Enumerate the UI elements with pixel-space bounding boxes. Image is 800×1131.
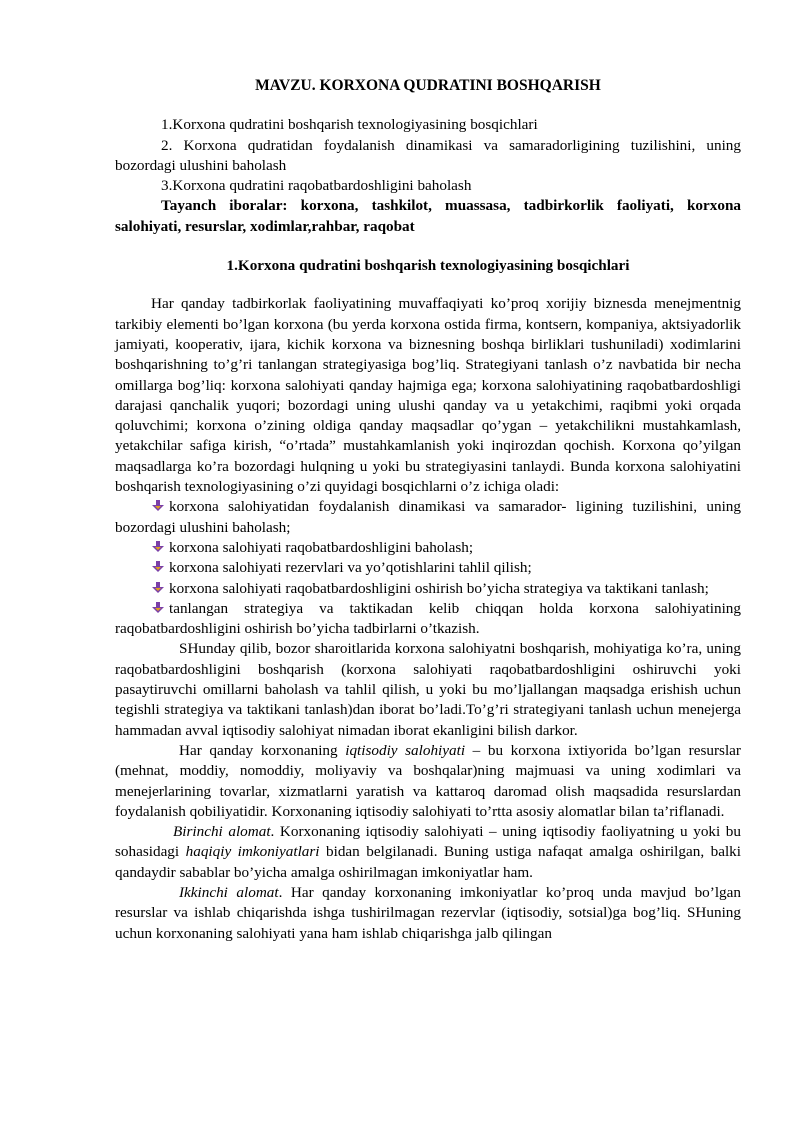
text-run: . Har qanday korxonaning imkoniyatlar ko’proq unda mavjud bo’lgan resurslar va ishlab chiqarishda ishga tushirilmagan rezervlar (iqtisodiy, sotsial)ga bog’liq. SHuning uchun korxonaning salohiyati yana ham ishlab chiqarishga jalb qilingan [115,883,741,942]
bullet-text: tanlangan strategiya va taktikadan kelib chiqqan holda korxona salohiyatining raqobatbardoshligini oshirish bo’yicha tadbirlarni o’tkazish. [115,599,741,638]
section-heading: 1.Korxona qudratini boshqarish texnologiyasining bosqichlari [226,257,630,275]
list-item [115,497,741,538]
text-run: Har qanday korxonaning [179,741,346,759]
emphasis-term: Ikkinchi alomat [179,883,279,901]
down-arrow-bullet-icon [151,498,165,510]
down-arrow-bullet-icon [151,559,165,571]
down-arrow-bullet-icon [151,600,165,612]
plan-item-3: 3.Korxona qudratini raqobatbardoshligini baholash [161,177,472,195]
emphasis-term: Birinchi alomat [173,823,271,841]
down-arrow-bullet-icon [151,539,165,551]
bullet-text: korxona salohiyati raqobatbardoshligini baholash; [169,538,474,556]
text-run: – bu korxona ixtiyorida bo’lgan resurslar (mehnat, moddiy, nomoddiy, moliyaviy va boshqalar)ning majmuasi va uning xodimlari va menejerlarining tovarlar, xizmatlarni yaratish va kattaroq daromad olish maqsadida resurslardan foydalanish qobiliyatidir. Korxonaning iqtisodiy salohiyati to’rtta asosiy alomatlar bilan ta’riflanadi. [115,741,741,820]
list-item [115,579,741,599]
emphasis-term: iqtisodiy salohiyati [345,741,466,759]
bullet-text: korxona salohiyati rezervlari va yo’qotishlarini tahlil qilish; [169,559,532,577]
document-title: MAVZU. KORXONA QUDRATINI BOSHQARISH [255,77,601,94]
plan-item-2: 2. Korxona qudratidan foydalanish dinamikasi va samaradorligining tuzilishini, uning bozordagi ulushini baholash [115,136,741,174]
text-run: . Korxonaning iqtisodiy salohiyati – uning iqtisodiy faoliyatning u yoki bu sohasidagi [115,823,741,861]
emphasis-term: haqiqiy imkoniyatlari [185,843,320,861]
body-paragraph-2: SHunday qilib, bozor sharoitlarida korxona salohiyatni boshqarish, mohiyatiga ko’ra, uning raqobatbardoshligini boshqarish (korxona salohiyati raqobatbardoshligini oshiruvchi yoki pasaytiruvchi omillarni baholash va tahlil qilish, u yoki bu mo’ljallangan maqsadga erishish uchun tegishli strategiya va taktikani tanlash)dan iborat bo’ladi.To’g’ri strategiyani tanlash uchun menejerga hammadan avval iqtisodiy salohiyat nimadan iborat ekanligini bilish darkor. [115,640,741,739]
list-item [115,599,741,640]
bullet-text: korxona salohiyatidan foydalanish dinamikasi va samarador- ligining tuzilishini, uning bozordagi ulushini baholash; [115,498,741,536]
document-page [115,76,741,944]
down-arrow-bullet-icon [151,580,165,592]
text-run: bidan belgilanadi. Buning ustiga nafaqat amalga oshirilgan, balki qandaydir sabablar bo’yicha amalga oshirilmagan imkoniyatlar ham. [115,843,741,881]
bullet-list [115,497,741,639]
list-item [115,538,741,558]
plan-item-1: 1.Korxona qudratini boshqarish texnologiyasining bosqichlari [161,116,538,134]
body-paragraph-1: Har qanday tadbirkorlak faoliyatining muvaffaqiyati ko’proq xorijiy biznesda menejmentnig tarkibiy elementi bo’lgan korxona (bu yerda korxona ostida firma, kontsern, kompaniya, aktsiyadorlik jamiyati, kooperativ, ijara, kichik korxona va biznesning boshqa birliklari tushuniladi) xodimlarini boshqarishning to’g’ri tanlangan strategiyasiga bog’liq. Strategiyani tanlash o’z navbatida bir necha omillarga bog’liq: korxona salohiyati qanday hajmiga ega; korxona salohiyatining raqobatbardoshligi darajasi qanchalik yuqori; bozordagi uning ulushi qanday va u yetakchimi, raqibmi yoki orqada qoluvchimi; korxona o’zining oldiga qanday maqsadlar qo’ygan – yetakchilikni mustahkamlash, yetakchilar safiga kirish, “o’rtada” mustahkamlanish yoki inqirozdan qochish. Korxona qo’yilgan maqsadlarga ko’ra bozordagi hulqning u yoki bu strategiyasini tanlaydi. Bunda korxona salohiyatini boshqarish texnologiyasining o’zi quyidagi bosqichlarni o’z ichiga oladi: [115,295,741,496]
body-paragraph-5 [115,883,741,944]
body-paragraph-3 [115,741,741,822]
list-item [115,558,741,578]
bullet-text: korxona salohiyati raqobatbardoshligini oshirish bo’yicha strategiya va taktikani tanlash; [169,579,709,597]
body-paragraph-4 [115,822,741,883]
keywords-paragraph: Tayanch iboralar: korxona, tashkilot, muassasa, tadbirkorlik faoliyati, korxona salohiyati, resurslar, xodimlar,rahbar, raqobat [115,197,741,235]
